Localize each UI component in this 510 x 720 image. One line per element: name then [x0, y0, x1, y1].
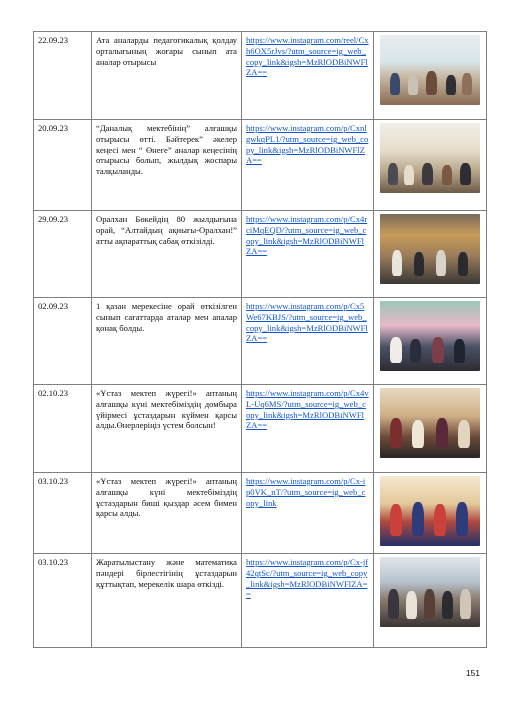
elders-photo	[380, 301, 480, 371]
celebration-photo	[380, 557, 480, 627]
photo-cell	[374, 211, 487, 298]
photo-cell	[374, 298, 487, 385]
instagram-link[interactable]: https://www.instagram.com/p/Cx-jf42qtSc/?utm_source=ig_web_copy_link&igsh=MzRlODBiNWFlZA==	[246, 557, 369, 600]
description-cell: Жаратылыстану және математика пәндері бірлестігінің ұстаздарын құттықтап, мерекелік шара өткізді.	[92, 554, 242, 648]
photo-cell	[374, 554, 487, 648]
meeting-photo	[380, 35, 480, 105]
instagram-link[interactable]: https://www.instagram.com/p/CxnlgwkqPL1/?utm_source=ig_web_copy_link&igsh=MzRlODBiNWFlZA==	[246, 123, 369, 166]
date-cell: 02.10.23	[34, 385, 92, 473]
instagram-link[interactable]: https://www.instagram.com/p/Cx4rciMqEQD/?utm_source=ig_web_copy_link&igsh=MzRlODBiNWFlZA==	[246, 214, 368, 257]
instagram-link[interactable]: https://www.instagram.com/p/Cx4vL-Uq6MS/?utm_source=ig_web_copy_link&igsh=MzRlODBiNWFlZA==	[246, 388, 369, 431]
date-cell: 29.09.23	[34, 211, 92, 298]
instagram-link[interactable]: https://www.instagram.com/p/Cx-ip0VK_nT/?utm_source=ig_web_copy_link	[246, 476, 366, 508]
description-cell: “Даналық мектебінің” алғашқы отырысы өтті. Бәйтерек” әкелер кеңесі мен “ Өнеге” аналар кеңесінің отырысы болып, жылдық жоспары талқыланды.	[92, 120, 242, 211]
photo-cell	[374, 385, 487, 473]
dance-photo	[380, 476, 480, 546]
instagram-link[interactable]: https://www.instagram.com/p/Cx5We67KBJS/?utm_source=ig_web_copy_link&igsh=MzRlODBiNWFlZA==	[246, 301, 368, 344]
description-cell: «Ұстаз мектеп жүрегі!» аптаның алғашқы күні мектебіміздің домбыра үйірмесі ұстаздарын күймен қарсы алды.Өнерлеріңіз үстем болсын!	[92, 385, 242, 473]
instagram-link[interactable]: https://www.instagram.com/reel/Cxh6OX5rJvs/?utm_source=ig_web_copy_link&igsh=MzRlODBiNWFlZA==	[246, 35, 369, 78]
photo-cell	[374, 32, 487, 120]
link-cell	[242, 385, 374, 473]
link-cell	[242, 211, 374, 298]
date-cell: 03.10.23	[34, 554, 92, 648]
link-cell	[242, 298, 374, 385]
link-cell	[242, 473, 374, 554]
description-cell: Оралхан Бөкейдің 80 жылдығына орай, “Алтайдың ақиығы-Оралхан!” атты ақпараттық сабақ өткізілді.	[92, 211, 242, 298]
table-row	[34, 32, 487, 120]
link-cell	[242, 32, 374, 120]
link-cell	[242, 554, 374, 648]
description-cell: 1 қазан мерекесіне орай өткізілген сынып сағаттарда аталар мен апалар қонақ болды.	[92, 298, 242, 385]
date-cell: 02.09.23	[34, 298, 92, 385]
photo-cell	[374, 120, 487, 211]
table-row	[34, 120, 487, 211]
table-row	[34, 473, 487, 554]
council-photo	[380, 123, 480, 193]
lesson-photo	[380, 214, 480, 284]
description-cell: «Ұстаз мектеп жүрегі!» аптаның алғашқы күні мектебіміздің ұстаздарын биші қыздар әсем бимен қарсы алды.	[92, 473, 242, 554]
table-row	[34, 554, 487, 648]
date-cell: 22.09.23	[34, 32, 92, 120]
table-row	[34, 385, 487, 473]
photo-cell	[374, 473, 487, 554]
dombra-photo	[380, 388, 480, 458]
events-table	[33, 31, 487, 648]
page-number: 151	[465, 668, 480, 678]
date-cell: 03.10.23	[34, 473, 92, 554]
table-row	[34, 298, 487, 385]
date-cell: 20.09.23	[34, 120, 92, 211]
description-cell: Ата аналарды педагогикалық қолдау орталығының жоғары сынып ата аналар отырысы	[92, 32, 242, 120]
link-cell	[242, 120, 374, 211]
table-row	[34, 211, 487, 298]
